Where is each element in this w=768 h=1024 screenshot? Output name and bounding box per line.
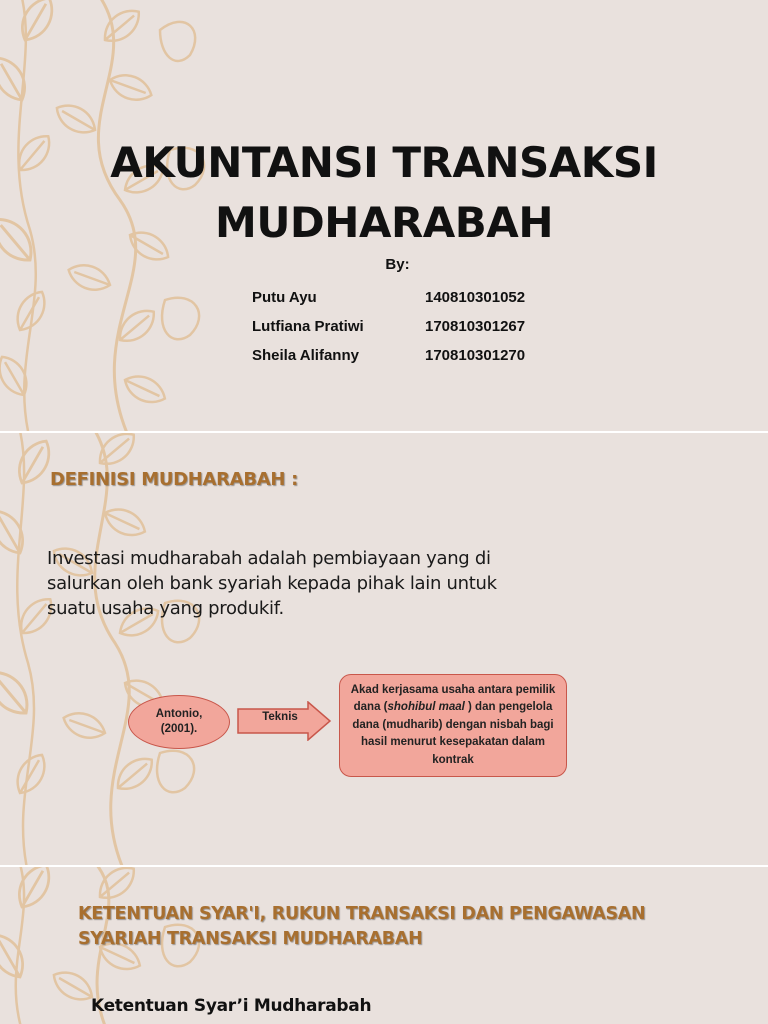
author-id: 170810301270 [425,347,526,364]
by-label: By: [385,256,410,273]
slide-title [0,133,768,253]
author-row [252,312,572,341]
title-slide [0,0,768,431]
author-row [252,283,572,312]
definition-part-1: Akad kerjasama usaha antara pemilik dana ( [350,683,556,714]
source-oval [128,695,230,749]
source-line-2: (2001). [160,723,198,735]
author-id: 170810301267 [425,318,526,335]
author-name: Lutfiana Pratiwi [252,318,364,335]
definition-slide [0,433,768,865]
author-list [252,283,572,370]
definition-body-text: Investasi mudharabah adalah pembiayaan yang di salurkan oleh bank syariah kepada pihak lain untuk suatu usaha yang produkif. [47,548,497,619]
section-heading: KETENTUAN SYAR'I, RUKUN TRANSAKSI DAN PENGAWASAN SYARIAH TRANSAKSI MUDHARABAH [78,904,646,949]
source-line-1: Antonio, [155,708,203,720]
definition-part-2: ) dan pengelola dana (mudharib) dengan nisbah bagi hasil menurut kesepakatan dalam kontrak [352,701,554,766]
provisions-slide [0,867,768,1024]
title-line-1: AKUNTANSI TRANSAKSI [110,138,658,187]
section-heading: DEFINISI MUDHARABAH : [50,469,299,490]
definition-box [339,674,567,777]
author-row [252,341,572,370]
floral-decoration-icon [0,433,240,865]
subheading: Ketentuan Syar’i Mudharabah [91,996,372,1016]
definition-text [340,682,566,770]
arrow-label: Teknis [262,711,298,723]
definition-italic-term: shohibul maal [387,701,465,714]
author-name: Putu Ayu [252,289,317,306]
author-name: Sheila Alifanny [252,347,359,364]
author-id: 140810301052 [425,289,526,306]
title-line-2: MUDHARABAH [215,198,553,247]
